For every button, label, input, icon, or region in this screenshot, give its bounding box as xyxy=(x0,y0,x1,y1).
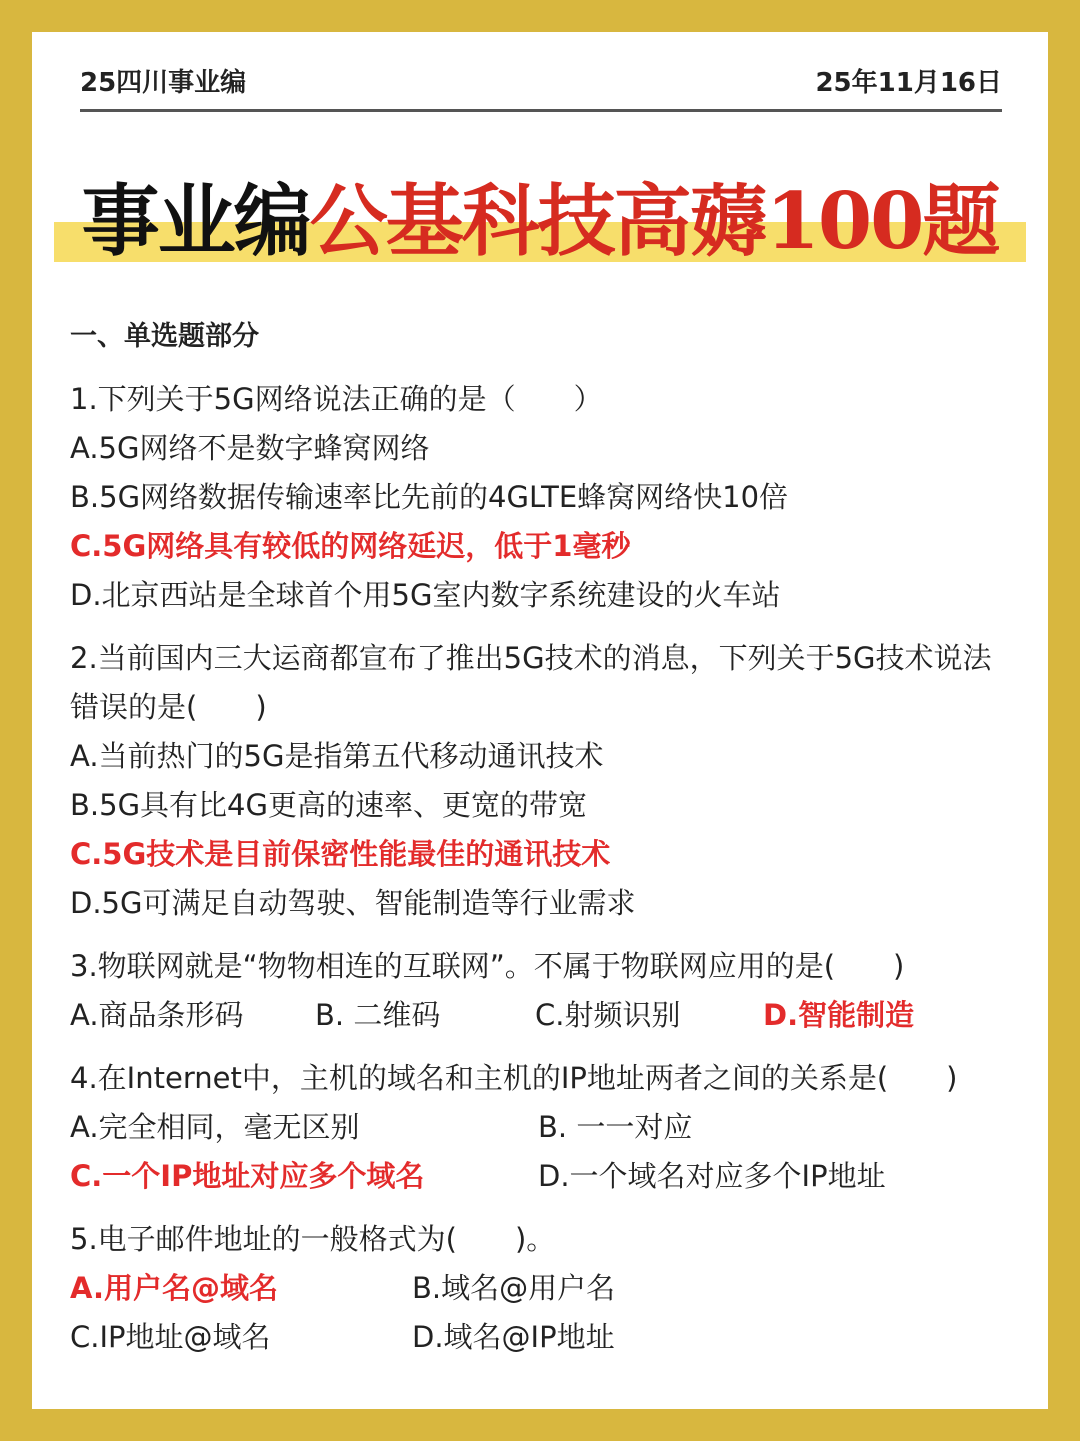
option: A.5G网络不是数字蜂窝网络 xyxy=(70,431,430,465)
option-row xyxy=(70,1313,1010,1362)
question-1 xyxy=(70,375,1010,620)
document-card xyxy=(32,32,1048,1409)
option: B. 一一对应 xyxy=(538,1110,693,1144)
option-row xyxy=(70,1152,1010,1201)
question-4 xyxy=(70,1054,1010,1201)
section-heading: 一、单选题部分 xyxy=(70,321,259,352)
title-red-part: 公基科技高薅100题 xyxy=(309,176,999,267)
option: C.射频识别 xyxy=(535,998,681,1032)
option: A.完全相同，毫无区别 xyxy=(70,1110,360,1144)
question-3 xyxy=(70,942,1010,1040)
option: B.域名@用户名 xyxy=(412,1271,616,1305)
option-correct: C.一个IP地址对应多个域名 xyxy=(70,1159,425,1193)
option: A.当前热门的5G是指第五代移动通讯技术 xyxy=(70,739,604,773)
option-row xyxy=(70,1264,1010,1313)
option: B. 二维码 xyxy=(315,998,441,1032)
option: B.5G具有比4G更高的速率、更宽的带宽 xyxy=(70,788,587,822)
option: D.北京西站是全球首个用5G室内数字系统建设的火车站 xyxy=(70,578,781,612)
option-row xyxy=(70,991,1010,1040)
option-correct: C.5G技术是目前保密性能最佳的通讯技术 xyxy=(70,837,611,871)
option: A.商品条形码 xyxy=(70,998,244,1032)
page-title xyxy=(82,172,999,272)
title-block xyxy=(32,172,1048,272)
question-list xyxy=(70,314,1010,1376)
option: D.5G可满足自动驾驶、智能制造等行业需求 xyxy=(70,886,636,920)
question-stem: 3.物联网就是“物物相连的互联网”。不属于物联网应用的是( ) xyxy=(70,949,905,983)
option-row xyxy=(70,1103,1010,1152)
question-stem: 4.在Internet中，主机的域名和主机的IP地址两者之间的关系是( ) xyxy=(70,1061,958,1095)
option: D.一个域名对应多个IP地址 xyxy=(538,1159,886,1193)
question-2 xyxy=(70,634,1010,928)
question-stem: 5.电子邮件地址的一般格式为( )。 xyxy=(70,1222,556,1256)
option-correct: D.智能制造 xyxy=(763,998,915,1032)
option: D.域名@IP地址 xyxy=(412,1320,615,1354)
question-5 xyxy=(70,1215,1010,1362)
option-correct: A.用户名@域名 xyxy=(70,1271,278,1305)
option: C.IP地址@域名 xyxy=(70,1320,271,1354)
question-stem: 2.当前国内三大运商都宣布了推出5G技术的消息，下列关于5G技术说法错误的是( ) xyxy=(70,641,992,724)
header-source: 25四川事业编 xyxy=(80,68,247,98)
title-black-part: 事业编 xyxy=(81,176,310,267)
header xyxy=(80,62,1002,112)
question-stem: 1.下列关于5G网络说法正确的是（ ） xyxy=(70,382,603,416)
header-date: 25年11月16日 xyxy=(815,68,1002,98)
option: B.5G网络数据传输速率比先前的4GLTE蜂窝网络快10倍 xyxy=(70,480,789,514)
option-correct: C.5G网络具有较低的网络延迟，低于1毫秒 xyxy=(70,529,631,563)
